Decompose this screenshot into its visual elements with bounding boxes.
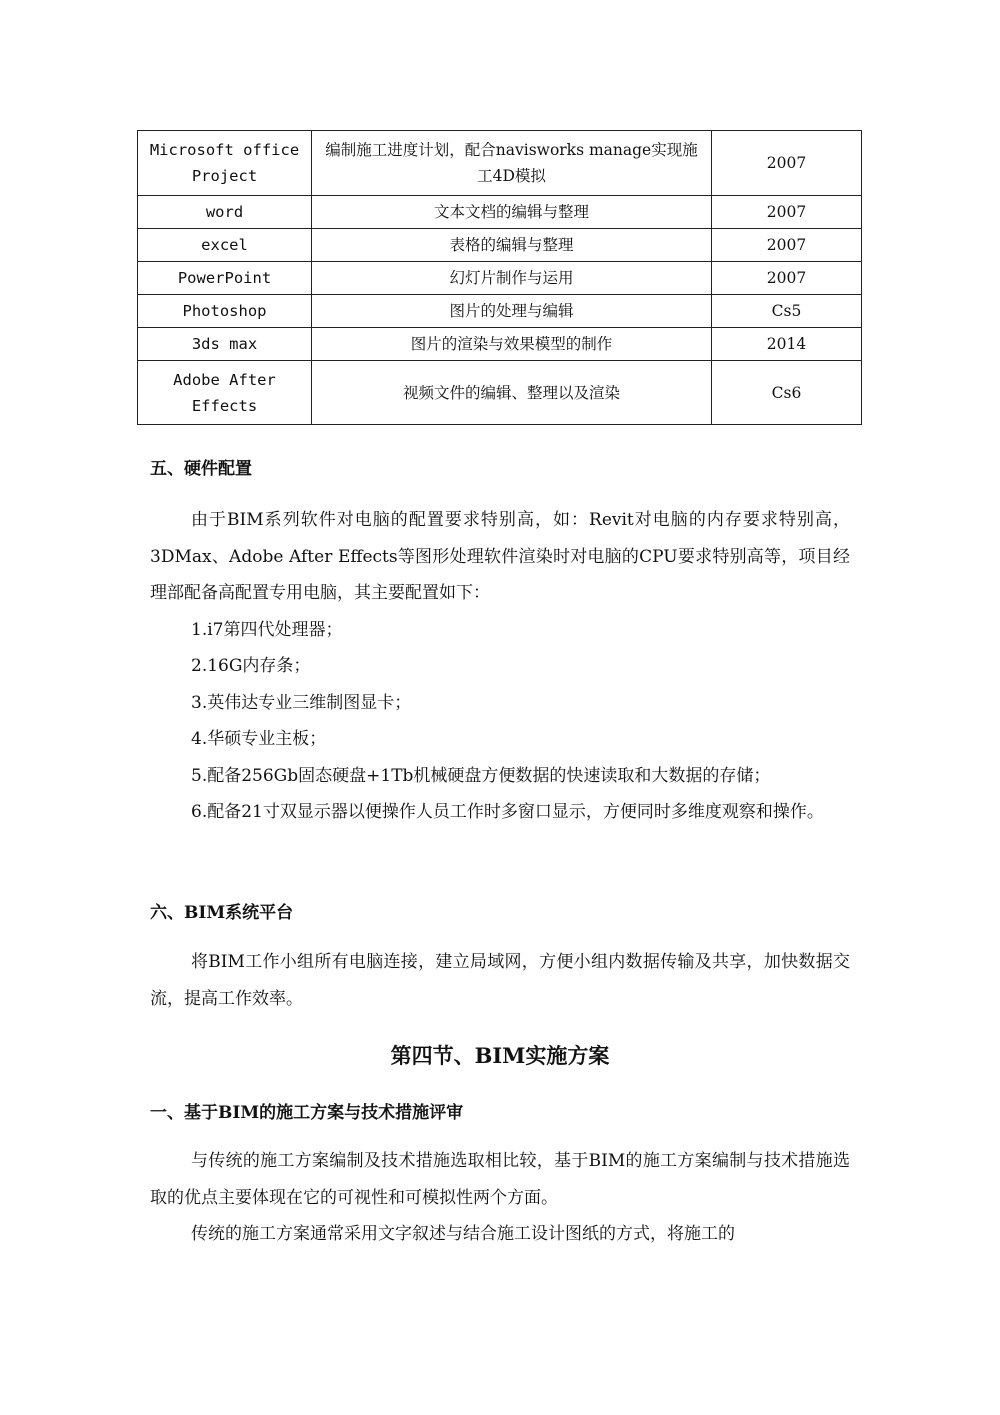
table-row <box>138 328 862 361</box>
section5-heading: 五、硬件配置 <box>150 459 252 479</box>
list-item: 1.i7第四代处理器； <box>191 619 343 640</box>
software-name: Adobe After Effects <box>138 361 312 425</box>
list-item: 6.配备21寸双显示器以便操作人员工作时多窗口显示，方便同时多维度观察和操作。 <box>191 802 824 822</box>
section5-intro: 由于BIM系列软件对电脑的配置要求特别高，如：Revit对电脑的内存要求特别高，3DMax、Adobe After Effects等图形处理软件渲染时对电脑的CPU要求特别高等，项目经理部配备高配置专用电脑，其主要配置如下： <box>150 510 850 603</box>
section6-text: 将BIM工作小组所有电脑连接，建立局域网，方便小组内数据传输及共享，加快数据交流，提高工作效率。 <box>150 952 850 1009</box>
list-item: 3.英伟达专业三维制图显卡； <box>191 692 412 713</box>
software-use: 文本文档的编辑与整理 <box>312 196 712 229</box>
table-row <box>138 295 862 328</box>
software-use: 图片的渲染与效果模型的制作 <box>312 328 712 361</box>
software-name: PowerPoint <box>138 262 312 295</box>
sub1-paragraph-1: 与传统的施工方案编制及技术措施选取相比较，基于BIM的施工方案编制与技术措施选取的优点主要体现在它的可视性和可模拟性两个方面。 <box>150 1151 850 1208</box>
software-version: 2007 <box>712 196 862 229</box>
software-version: 2007 <box>712 229 862 262</box>
list-item: 5.配备256Gb固态硬盘+1Tb机械硬盘方便数据的快速读取和大数据的存储； <box>191 765 771 786</box>
sub1-paragraph-2: 传统的施工方案通常采用文字叙述与结合施工设计图纸的方式，将施工的 <box>191 1224 735 1244</box>
list-item: 2.16G内存条； <box>191 656 311 676</box>
table-row <box>138 131 862 196</box>
software-use: 编制施工进度计划，配合navisworks manage实现施工4D模拟 <box>312 131 712 196</box>
software-name: Photoshop <box>138 295 312 328</box>
table-row <box>138 229 862 262</box>
sub1-body <box>150 1143 850 1253</box>
software-version: 2014 <box>712 328 862 361</box>
chapter-title: 第四节、BIM实施方案 <box>390 1043 610 1068</box>
software-version: 2007 <box>712 262 862 295</box>
table-row <box>138 262 862 295</box>
software-table <box>137 130 862 425</box>
software-version: Cs5 <box>712 295 862 328</box>
software-version: Cs6 <box>712 361 862 425</box>
section6-heading: 六、BIM系统平台 <box>150 903 294 923</box>
section5-body <box>150 502 850 831</box>
software-use: 视频文件的编辑、整理以及渲染 <box>312 361 712 425</box>
software-name: Microsoft office Project <box>138 131 312 196</box>
table-row <box>138 196 862 229</box>
software-name: 3ds max <box>138 328 312 361</box>
table-row <box>138 361 862 425</box>
software-name: excel <box>138 229 312 262</box>
software-use: 表格的编辑与整理 <box>312 229 712 262</box>
software-name: word <box>138 196 312 229</box>
software-use: 幻灯片制作与运用 <box>312 262 712 295</box>
software-use: 图片的处理与编辑 <box>312 295 712 328</box>
section6-body <box>150 944 850 1017</box>
sub1-heading: 一、基于BIM的施工方案与技术措施评审 <box>150 1103 464 1123</box>
list-item: 4.华硕专业主板； <box>191 729 327 749</box>
software-version: 2007 <box>712 131 862 196</box>
